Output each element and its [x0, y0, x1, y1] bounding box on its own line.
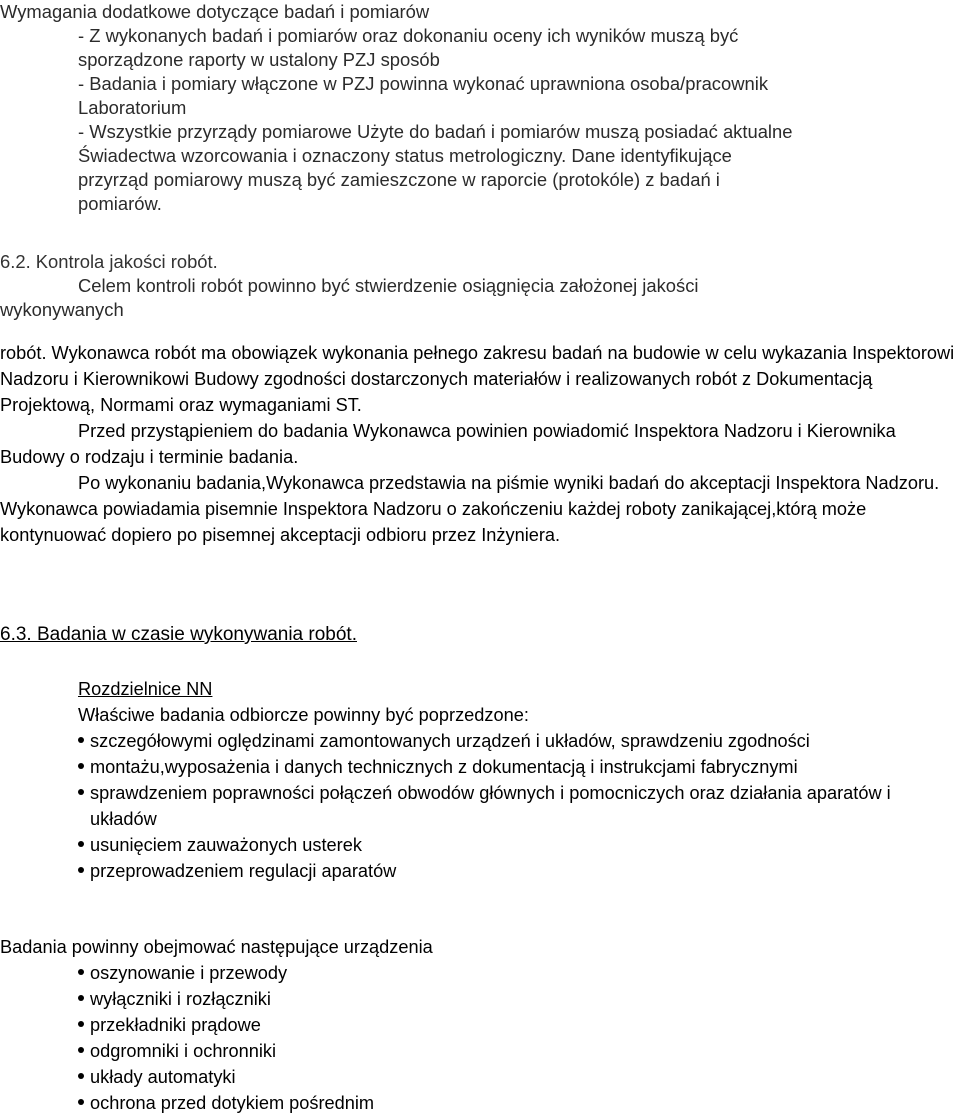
section-6-3-heading: 6.3. Badania w czasie wykonywania robót.	[0, 624, 357, 645]
bullet-icon	[78, 969, 84, 975]
list-item	[78, 960, 960, 986]
requirements-line: - Badania i pomiary włączone w PZJ powinna wykonać uprawniona osoba/pracownik	[78, 73, 769, 94]
list-item-text: wyłączniki i rozłączniki	[90, 989, 271, 1009]
switchgear-section	[78, 676, 960, 884]
list-item	[78, 754, 960, 780]
bullet-icon	[78, 789, 84, 795]
requirements-line: Laboratorium	[78, 97, 187, 118]
list-item-text: oszynowanie i przewody	[90, 963, 288, 983]
list-item-text: szczegółowymi oględzinami zamontowanych urządzeń i układów, sprawdzeniu zgodności	[90, 731, 810, 751]
list-item-text: odgromniki i ochronniki	[90, 1041, 277, 1061]
bullet-icon	[78, 1021, 84, 1027]
switchgear-bullet-list	[78, 728, 960, 884]
devices-title: Badania powinny obejmować następujące urządzenia	[0, 937, 433, 957]
section-6-2-heading-text: 6.2. Kontrola jakości robót.	[0, 251, 218, 272]
requirements-line: pomiarów.	[78, 193, 162, 214]
list-item	[78, 780, 960, 832]
requirements-title: Wymagania dodatkowe dotyczące badań i pomiarów	[0, 1, 430, 22]
requirements-line: - Wszystkie przyrządy pomiarowe Użyte do badań i pomiarów muszą posiadać aktualne	[78, 121, 793, 142]
switchgear-intro: Właściwe badania odbiorcze powinny być poprzedzone:	[78, 705, 529, 725]
quality-control-line: Celem kontroli robót powinno być stwierdzenie osiągnięcia założonej jakości	[78, 275, 699, 296]
requirements-line: Świadectwa wzorcowania i oznaczony status metrologiczny. Dane identyfikujące	[78, 145, 732, 166]
list-item	[78, 832, 960, 858]
devices-section	[78, 960, 960, 1116]
list-item	[78, 1012, 960, 1038]
list-item-text: układy automatyki	[90, 1067, 236, 1087]
requirements-line: przyrząd pomiarowy muszą być zamieszczone w raporcie (protokóle) z badań i	[78, 169, 720, 190]
bullet-icon	[78, 1047, 84, 1053]
list-item-text: montażu,wyposażenia i danych technicznych z dokumentacją i instrukcjami fabrycznymi	[90, 757, 798, 777]
bullet-icon	[78, 1099, 84, 1105]
quality-control-line: wykonywanych	[0, 299, 124, 320]
requirements-line: - Z wykonanych badań i pomiarów oraz dokonaniu oceny ich wyników muszą być	[78, 25, 739, 46]
list-item	[78, 1064, 960, 1090]
list-item	[78, 858, 960, 884]
devices-bullet-list	[78, 960, 960, 1116]
quality-control-paragraph: Przed przystąpieniem do badania Wykonawca powinien powiadomić Inspektora Nadzoru i Kierownika Budowy o rodzaju i terminie badania.	[0, 421, 896, 467]
list-item-text: przekładniki prądowe	[90, 1015, 261, 1035]
list-item	[78, 728, 960, 754]
switchgear-subheading: Rozdzielnice NN	[78, 679, 213, 699]
requirements-line: sporządzone raporty w ustalony PZJ sposób	[78, 49, 440, 70]
list-item-text: ochrona przed dotykiem pośrednim	[90, 1093, 375, 1113]
bullet-icon	[78, 737, 84, 743]
bullet-icon	[78, 867, 84, 873]
list-item	[78, 1090, 960, 1116]
bullet-icon	[78, 841, 84, 847]
bullet-icon	[78, 1073, 84, 1079]
list-item-text: usunięciem zauważonych usterek	[90, 835, 362, 855]
quality-control-paragraph: robót. Wykonawca robót ma obowiązek wykonania pełnego zakresu badań na budowie w celu wykazania Inspektorowi Nadzoru i Kierownikowi Budowy zgodności dostarczonych materiałów i realizowanych robót z Dokumentacją Projektową, Normami oraz wymaganiami ST.	[0, 343, 955, 415]
bullet-icon	[78, 763, 84, 769]
list-item	[78, 986, 960, 1012]
requirements-section	[0, 0, 920, 322]
list-item-text: sprawdzeniem poprawności połączeń obwodów głównych i pomocniczych oraz działania aparatów i układów	[90, 783, 891, 829]
bullet-icon	[78, 995, 84, 1001]
list-item-text: przeprowadzeniem regulacji aparatów	[90, 861, 397, 881]
list-item	[78, 1038, 960, 1064]
section-6-2-heading	[0, 250, 920, 274]
quality-control-paragraph: Po wykonaniu badania,Wykonawca przedstawia na piśmie wyniki badań do akceptacji Inspektora Nadzoru. Wykonawca powiadamia pisemnie Inspektora Nadzoru o zakończeniu każdej roboty zanikającej,którą może kontynuować dopiero po pisemnej akceptacji odbioru przez Inżyniera.	[0, 473, 940, 545]
quality-control-body	[0, 340, 960, 548]
